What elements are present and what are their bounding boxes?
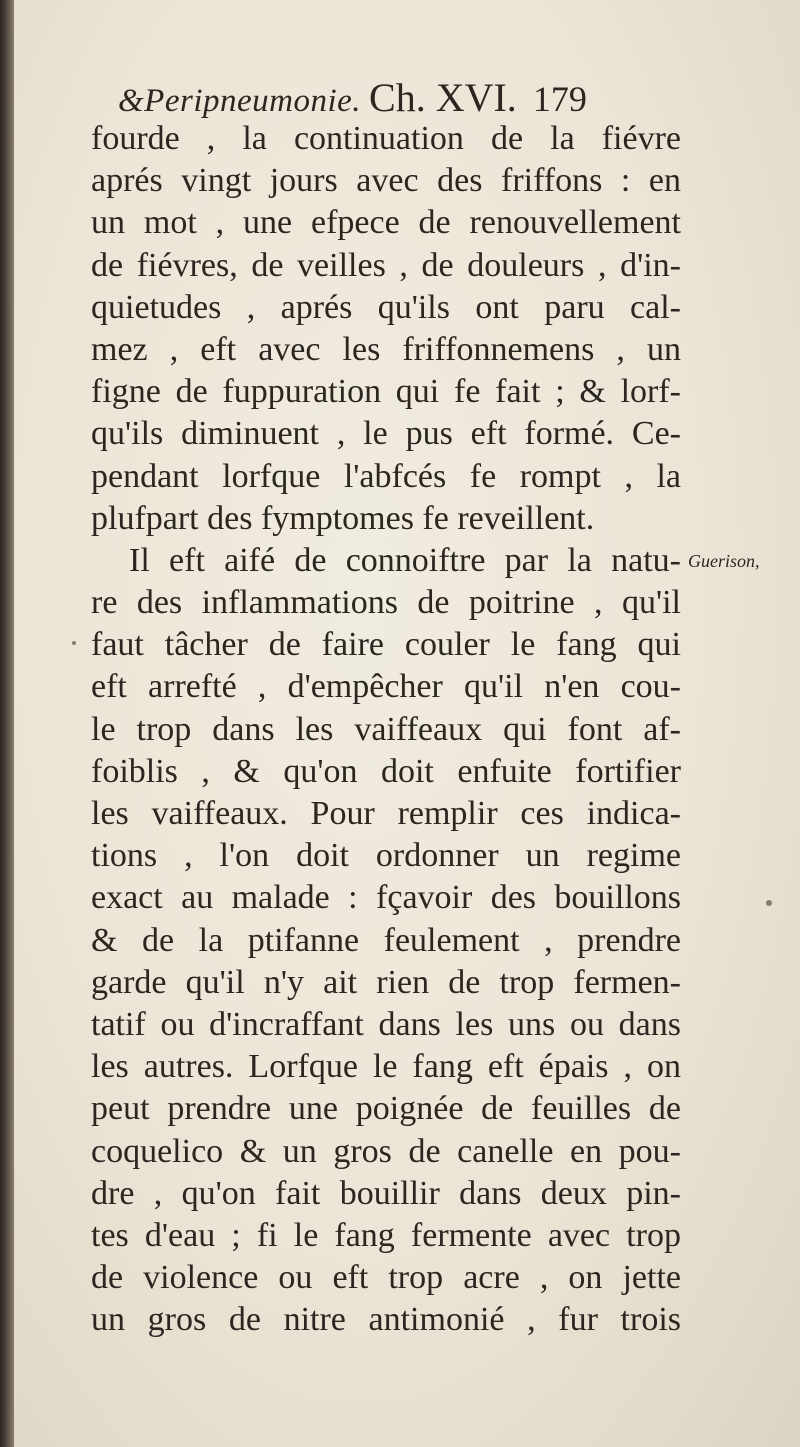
book-binding-edge bbox=[0, 0, 14, 1447]
text-line: un gros de nitre antimonié , fur trois bbox=[91, 1301, 681, 1339]
text-line: de fiévres, de veilles , de douleurs , d'in- bbox=[91, 246, 681, 284]
margin-note: Guerison, bbox=[688, 551, 760, 571]
text-line: de violence ou eft trop acre , on jette bbox=[91, 1259, 681, 1297]
text-line: un mot , une efpece de renouvellement bbox=[91, 204, 681, 242]
text-line: re des inflammations de poitrine , qu'il bbox=[91, 584, 681, 622]
text-line-paragraph-start: Il eft aifé de connoiftre par la natu- bbox=[129, 541, 681, 579]
running-header-title: &Peripneumonie. bbox=[118, 83, 362, 119]
text-line: mez , eft avec les friffonnemens , un bbox=[91, 330, 681, 368]
paper-spot bbox=[766, 900, 772, 906]
chapter-label: Ch. XVI. bbox=[369, 75, 517, 120]
text-line: les autres. Lorfque le fang eft épais , on bbox=[91, 1048, 681, 1086]
text-line: coquelico & un gros de canelle en pou- bbox=[91, 1132, 681, 1170]
text-line: fourde , la continuation de la fiévre bbox=[91, 120, 681, 157]
text-line: pendant lorfque l'abfcés fe rompt , la bbox=[91, 457, 681, 495]
text-line: quietudes , aprés qu'ils ont paru cal- bbox=[91, 288, 681, 326]
text-line: figne de fuppuration qui fe fait ; & lorf- bbox=[91, 373, 681, 411]
text-line: garde qu'il n'y ait rien de trop fermen- bbox=[91, 963, 681, 1001]
body-text bbox=[91, 118, 681, 1341]
text-line: qu'ils diminuent , le pus eft formé. Ce- bbox=[91, 415, 681, 453]
text-line: aprés vingt jours avec des friffons : en bbox=[91, 162, 681, 200]
text-line: tions , l'on doit ordonner un regime bbox=[91, 837, 681, 875]
page-number: 179 bbox=[532, 79, 587, 119]
text-line: & de la ptifanne feulement , prendre bbox=[91, 921, 681, 959]
text-line: foiblis , & qu'on doit enfuite fortifier bbox=[91, 752, 681, 790]
text-line: dre , qu'on fait bouillir dans deux pin- bbox=[91, 1174, 681, 1212]
paper-spot bbox=[72, 641, 76, 645]
text-line: plufpart des fymptomes fe reveillent. bbox=[91, 499, 595, 537]
text-line: eft arrefté , d'empêcher qu'il n'en cou- bbox=[91, 668, 681, 706]
text-line: tes d'eau ; fi le fang fermente avec trop bbox=[91, 1216, 681, 1254]
text-line: peut prendre une poignée de feuilles de bbox=[91, 1090, 681, 1128]
text-line: tatif ou d'incraffant dans les uns ou dans bbox=[91, 1005, 681, 1043]
text-line: exact au malade : fçavoir des bouillons bbox=[91, 879, 681, 917]
text-line: le trop dans les vaiffeaux qui font af- bbox=[91, 710, 681, 748]
text-line: faut tâcher de faire couler le fang qui bbox=[91, 626, 681, 664]
text-line: les vaiffeaux. Pour remplir ces indica- bbox=[91, 795, 681, 832]
